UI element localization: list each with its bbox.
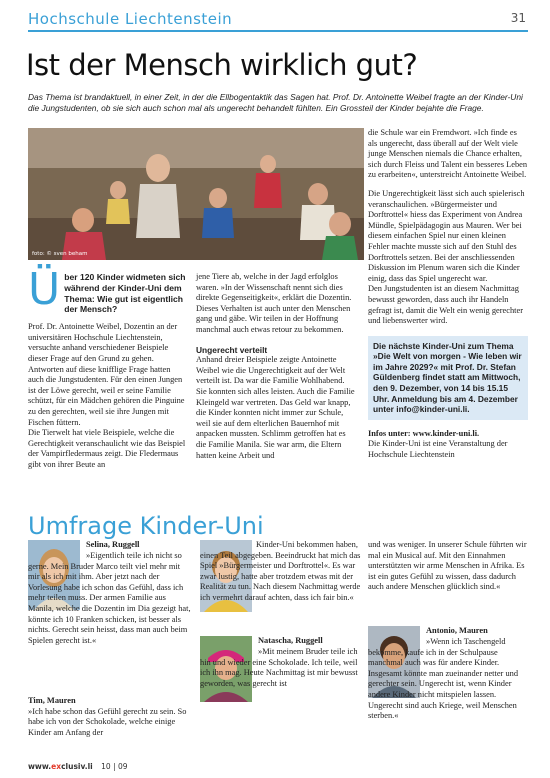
- event-info-text: Die nächste Kinder-Uni zum Thema »Die Welt von morgen - Wie leben wir im Jahre 2029?« mit Prof. Dr. Stefan Güldenberg findet statt am Mittwoch, den 9. Dezember, von 14 bis 15.15 Uhr. Anmeldung bis am 4. Dezember unter info@kinder-uni.li.: [373, 340, 522, 415]
- article-headline: Ist der Mensch wirklich gut?: [26, 48, 418, 82]
- respondent-name: Natascha, Ruggell: [258, 636, 323, 645]
- article-lead: Das Thema ist brandaktuell, in einer Zeit, in der die Ellbogentaktik das Sagen hat. Prof. Dr. Antoinette Weibel fragte an der Kinder-Uni die Jungstudenten, ob sie sich auch schon mal als ungerecht behandelt fühlten. Ein Grossteil der Kinder bejahte die Frage.: [28, 92, 523, 113]
- natascha-quote-block: [258, 636, 362, 647]
- antonio-quote-block: [426, 626, 528, 637]
- body-paragraph: die Schule war ein Fremdwort. »Ich finde es als ungerecht, dass überall auf der Welt viele junge Menschen niemals die Chance erhalten, sich durch Fleiss und Talent ein besseres Leben zu erarbeiten«, unterstreicht Antoinette Weibel.: [368, 128, 528, 180]
- classroom-photo-graphic: [28, 128, 364, 260]
- body-paragraph: jene Tiere ab, welche in der Jagd erfolglos waren. »In der Wissenschaft nennt sich dies direkte Gegenseitigkeit«, erklärt die Dozentin. Dieses Verhalten ist auch unter den Menschen gang und gäbe. Wir teilen in der Hoffnung manchmal auch etwas retour zu bekommen.: [196, 272, 352, 334]
- photo-credit: foto: © sven beham: [32, 251, 88, 257]
- respondent-name: Antonio, Mauren: [426, 626, 488, 635]
- footer-site-prefix: www.: [28, 762, 52, 771]
- classroom-photo: [28, 128, 364, 260]
- body-paragraph: Anhand dreier Beispiele zeigte Antoinette Weibel wie die Ungerechtigkeit auf der Welt verteilt ist. Da war die Familie Wohlhabend. Sie konnten sich alles leisten. Auch die Familie Kleingeld war vertreten. Das Geld war knapp, die Kinder konnten nicht immer zur Schule, weil sie auf dem elterlichen Bauernhof mit anpacken mussten. Schlimm getroffen hat es die Familie Manila. Sie war arm, die Eltern hatten keine Arbeit und: [196, 355, 355, 460]
- subheading: Ungerecht verteilt: [196, 344, 268, 355]
- respondent-name: Tim, Mauren: [28, 696, 76, 705]
- respondent-quote: »Mit meinem Bruder teile ich hin und wieder eine Schokolade. Ich teile, weil ich ihn mag. Heute Nachmittag ist mir bewusst geworden, was gerecht ist: [200, 647, 358, 688]
- mid-quote-block: [200, 540, 362, 604]
- antonio-quote-wrap: [368, 637, 528, 722]
- respondent-quote: Kinder-Uni bekommen haben, einen Teil abgegeben. Beeindruckt hat mich das Spiel »Bürgermeister und Dorftrottel«. Es war zwar lustig, hatte aber trotzdem etwas mit der Realität zu tun. Nach diesem Nachmittag werde ich vermehrt darauf achten, dass ich fair bin.«: [200, 540, 361, 602]
- footer-issue: 10 | 09: [101, 762, 128, 771]
- survey-section-title: Umfrage Kinder-Uni: [28, 512, 264, 540]
- info-text: Die Kinder-Uni ist eine Veranstaltung der Hochschule Liechtenstein: [368, 439, 508, 460]
- header-rule: [28, 30, 528, 32]
- event-info-box: [368, 336, 528, 420]
- page-number: 31: [510, 11, 526, 25]
- right-quote-block: [368, 540, 528, 593]
- footer: [28, 762, 128, 771]
- selina-quote-wrap: [28, 551, 192, 646]
- respondent-quote: »Eigentlich teile ich nicht so gerne. Mein Bruder Marco teilt viel mehr mit mir als ich mit ihm. Aber jetzt nach der Vorlesung habe ich schon das Gefühl, dass ich mehr teilen muss. Der armen Familie aus Manila, welche die Dozentin im Dia gezeigt hat, könnte ich 10 Franken schicken, ist besser als nichts. Gerecht sein heisst, dass man auch beim Spielen gerecht ist.«: [28, 551, 191, 645]
- drop-cap: Ü: [28, 264, 61, 315]
- footer-site-rest: clusiv.li: [61, 762, 93, 771]
- body-paragraph: Die Ungerechtigkeit lässt sich auch spielerisch veranschaulichen. »Bürgermeister und Dorftrottel« hiess das Experiment von Andrea Mündle, Spielpädagogin aus Mauren. Wer bei diesem einfachen Spiel nur einen kleinen Fehler machte musste sich auf den Stuhl des Dorftrottels setzen. Bei der anschliessenden Diskussion im Plenum waren sich die Kinder einig, dass das Spiel ungerecht war.: [368, 188, 525, 283]
- intro-paragraph: ber 120 Kinder widmeten sich während der Kinder-Uni dem Thema: Wie gut ist eigentlich der Mensch?: [64, 272, 186, 315]
- tim-quote-block: [28, 696, 192, 738]
- footer-site-ex: ex: [51, 762, 62, 771]
- respondent-quote: und was weniger. In unserer Schule führten wir mal ein Musical auf. Mit den Einnahmen unterstützten wir arme Menschen in Afrika. Es ist ein gutes Gefühl zu wissen, dass dadurch auch andere Menschen glücklich sind.«: [368, 540, 527, 592]
- article-column-1: [28, 264, 188, 471]
- article-column-2: [196, 272, 356, 461]
- respondent-name: Selina, Ruggell: [86, 540, 140, 549]
- article-column-3: [368, 128, 528, 461]
- magazine-section-title: Hochschule Liechtenstein: [28, 10, 233, 28]
- body-paragraph: Den Jungstudenten ist an diesem Nachmittag bewusst geworden, dass auch ihr Handeln gefragt ist, damit die Welt ein wenig gerechter und liebenswerter wird.: [368, 284, 523, 326]
- info-link[interactable]: Infos unter: www.kinder-uni.li.: [368, 428, 480, 438]
- natascha-quote-wrap: [200, 647, 362, 689]
- body-paragraph: Prof. Dr. Antoinette Weibel, Dozentin an der universitären Hochschule Liechtenstein, versuchte anhand verschiedener Beispiele dieser Frage auf den Grund zu gehen. Antworten auf diese knifflige Frage hatten auch die Jungstudenten. Für den einen Jungen ist der Löwe gerecht, weil er seine Familie schützt, für ein Mädchen gehören die Pinguine zu den gerechten, weil sie ihre Jungen mit Fischen füttern.: [28, 322, 185, 427]
- respondent-quote: »Ich habe schon das Gefühl gerecht zu sein. So habe ich von der Schokolade, welche einige Kinder am Anfang der: [28, 706, 187, 737]
- selina-quote-block: [86, 540, 192, 551]
- respondent-quote: »Wenn ich Taschengeld bekomme, kaufe ich in der Schulpause manchmal auch was für andere Kinder. Insgesamt könnte man zueinander netter und gerechter sein. Ungerecht ist, wenn Kinder andere Kinder nicht mitspielen lassen. Ungerecht sind auch Kriege, weil Menschen sterben.«: [368, 637, 519, 721]
- body-paragraph: Die Tierwelt hat viele Beispiele, welche die Gerechtigkeit veranschaulicht wie das Beispiel der Vampirfledermaus zeigt. Die Fledermaus gibt von ihrer Beute an: [28, 428, 186, 469]
